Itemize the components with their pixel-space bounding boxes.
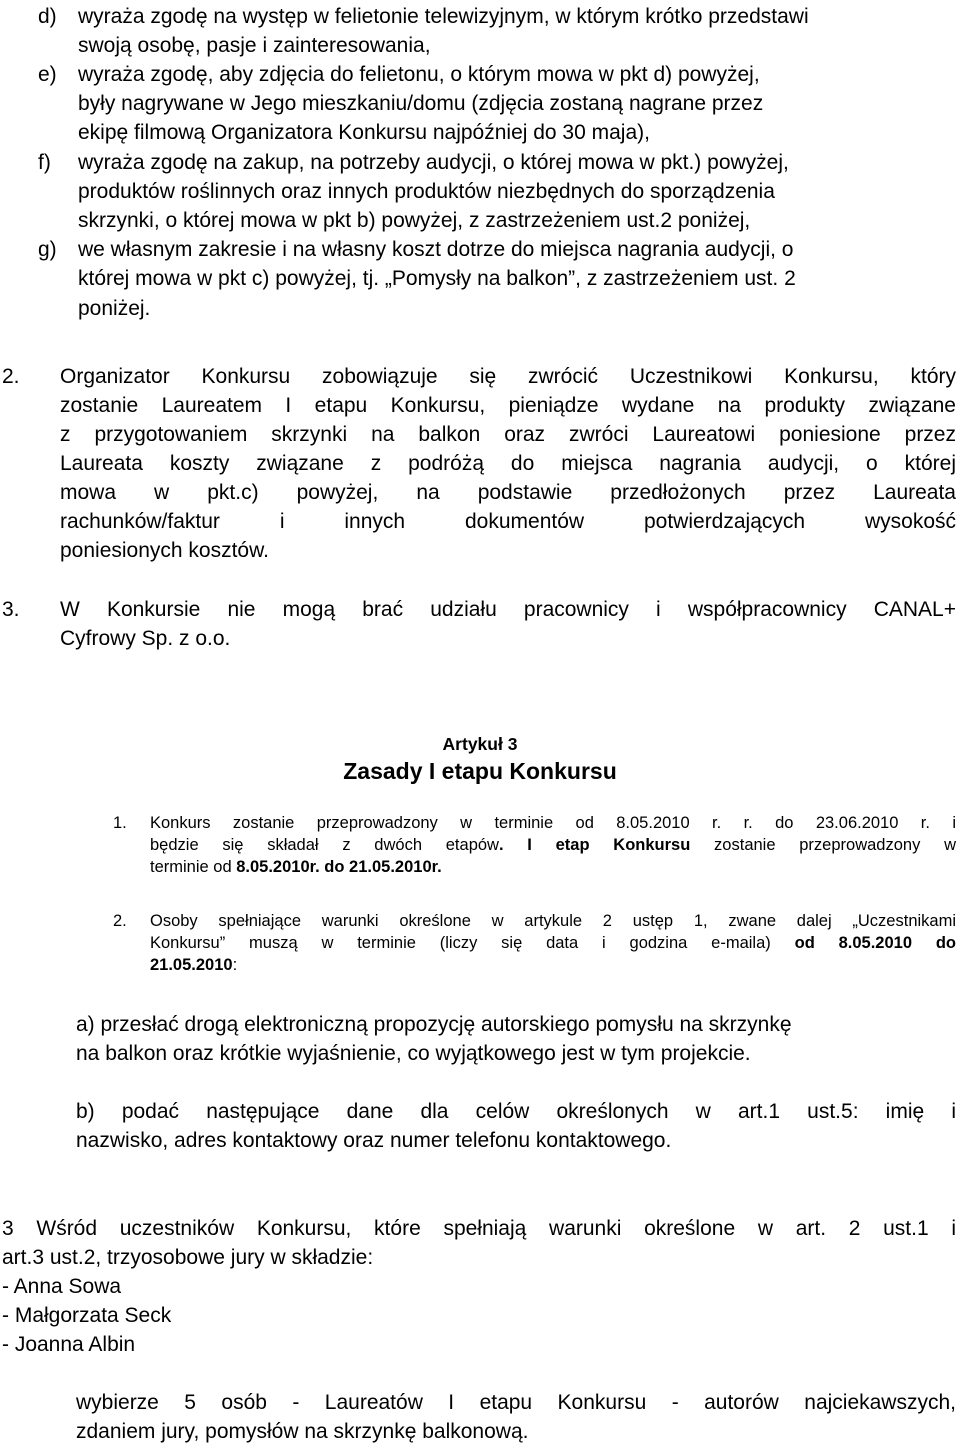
item-f-line: skrzynki, o której mowa w pkt b) powyżej, z zastrzeżeniem ust.2 poniżej, (78, 209, 751, 232)
point-2-number: 2. (2, 365, 20, 388)
item-g-label: g) (38, 238, 57, 261)
item-d-label: d) (38, 5, 57, 28)
text-run: : (232, 956, 238, 974)
item-d-line: swoją osobę, pasje i zainteresowania, (78, 34, 431, 57)
item-g-line: której mowa w pkt c) powyżej, tj. „Pomysły na balkon”, z zastrzeżeniem ust. 2 (78, 267, 796, 290)
item-f-line: produktów roślinnych oraz innych produktów niezbędnych do sporządzenia (78, 180, 775, 203)
sub-point-b-line: b) podać następujące dane dla celów określonych w art.1 ust.5: imię i (76, 1100, 956, 1123)
article-title: Zasady I etapu Konkursu (343, 758, 617, 784)
point-2-line: zostanie Laureatem I etapu Konkursu, pieniądze wydane na produkty związane (60, 394, 956, 417)
text-run: Konkursu” muszą w terminie (liczy się data i godzina e-maila) (150, 934, 795, 952)
bold-run: 21.05.2010 (150, 956, 233, 974)
jury-member: - Anna Sowa (2, 1275, 122, 1298)
sub-point-a-line: a) przesłać drogą elektroniczną propozycję autorskiego pomysłu na skrzynkę (76, 1013, 792, 1036)
bold-run: od 8.05.2010 do (794, 934, 956, 952)
closing-line: zdaniem jury, pomysłów na skrzynkę balkonową. (76, 1420, 529, 1443)
text-run: będzie się składał z dwóch etapów (150, 836, 499, 854)
item-e-line: ekipę filmową Organizatora Konkursu najpóźniej do 30 maja), (78, 121, 650, 144)
jury-member: - Joanna Albin (2, 1333, 136, 1356)
art3-point-1-line (150, 834, 956, 856)
item-e-label: e) (38, 63, 57, 86)
item-d-line: wyraża zgodę na występ w felietonie telewizyjnym, w którym krótko przedstawi (78, 5, 809, 28)
art3-point-2-number: 2. (113, 912, 127, 930)
bold-run: 8.05.2010r. do 21.05.2010r. (236, 858, 442, 876)
art3-point-2-line: Osoby spełniające warunki określone w artykule 2 ustęp 1, zwane dalej „Uczestnikami (150, 912, 956, 930)
text-run: terminie od (150, 858, 237, 876)
item-g-line: we własnym zakresie i na własny koszt dotrze do miejsca nagrania audycji, o (78, 238, 794, 261)
point-3-line: Cyfrowy Sp. z o.o. (60, 627, 231, 650)
art3-point-2-line (150, 954, 237, 976)
art3-point-2-line (150, 932, 956, 954)
point-3-number: 3. (2, 598, 20, 621)
art3-point-1-line (150, 856, 442, 878)
art3-point-1-line: Konkurs zostanie przeprowadzony w terminie od 8.05.2010 r. r. do 23.06.2010 r. i (150, 814, 956, 832)
point-2-line: mowa w pkt.c) powyżej, na podstawie przedłożonych przez Laureata (60, 481, 956, 504)
point-3-line: W Konkursie nie mogą brać udziału pracownicy i współpracownicy CANAL+ (60, 598, 956, 621)
text-run: zostanie przeprowadzony w (690, 836, 956, 854)
point-2-line: z przygotowaniem skrzynki na balkon oraz zwróci Laureatowi poniesione przez (60, 423, 956, 446)
art3-point-1-number: 1. (113, 814, 127, 832)
item-e-line: były nagrywane w Jego mieszkaniu/domu (zdjęcia zostaną nagrane przez (78, 92, 764, 115)
point-2-line: Laureata koszty związane z podróżą do miejsca nagrania audycji, o której (60, 452, 956, 475)
item-e-line: wyraża zgodę, aby zdjęcia do felietonu, o którym mowa w pkt d) powyżej, (78, 63, 760, 86)
bold-run: . I etap Konkursu (498, 836, 691, 854)
item-f-line: wyraża zgodę na zakup, na potrzeby audycji, o której mowa w pkt.) powyżej, (78, 151, 789, 174)
item-f-label: f) (38, 151, 51, 174)
point-2-line: rachunków/faktur i innych dokumentów potwierdzających wysokość (60, 510, 956, 533)
jury-intro-line: art.3 ust.2, trzyosobowe jury w składzie: (2, 1246, 374, 1269)
jury-intro-text: 3 Wśród uczestników Konkursu, które spełniają warunki określone w art. 2 ust.1 i (2, 1217, 956, 1240)
point-2-line: Organizator Konkursu zobowiązuje się zwrócić Uczestnikowi Konkursu, który (60, 365, 956, 388)
jury-member: - Małgorzata Seck (2, 1304, 172, 1327)
article-label: Artykuł 3 (442, 734, 518, 754)
point-2-line: poniesionych kosztów. (60, 539, 269, 562)
sub-point-b-line: nazwisko, adres kontaktowy oraz numer telefonu kontaktowego. (76, 1129, 672, 1152)
sub-point-a-line: na balkon oraz krótkie wyjaśnienie, co wyjątkowego jest w tym projekcie. (76, 1042, 751, 1065)
closing-line: wybierze 5 osób - Laureatów I etapu Konkursu - autorów najciekawszych, (76, 1391, 956, 1414)
item-g-line: poniżej. (78, 297, 151, 320)
jury-intro-line (2, 1214, 956, 1243)
